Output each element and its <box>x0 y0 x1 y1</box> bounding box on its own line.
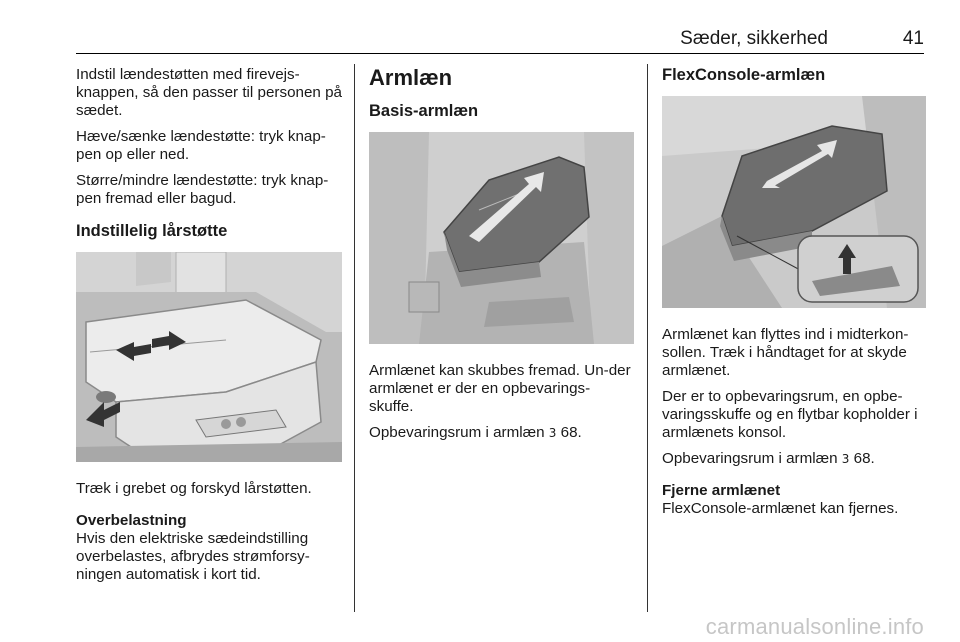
paragraph: Indstil lændestøtten med firevejs-knappen, så den passer til personen på sædet. <box>76 66 342 119</box>
paragraph: Der er to opbevaringsrum, en opbe-varingsskuffe og en flytbar kopholder i armlænets konsol. <box>662 388 918 441</box>
figure-caption: Træk i grebet og forskyd lårstøtten. <box>76 480 312 497</box>
subheading: Fjerne armlænet <box>662 482 781 499</box>
column-divider <box>354 64 355 612</box>
paragraph: Større/mindre lændestøtte: tryk knap-pen fremad eller bagud. <box>76 172 329 207</box>
reference-page: 68. <box>849 450 875 467</box>
reference-page: 68. <box>556 424 582 441</box>
section-heading: FlexConsole-armlæn <box>662 66 826 84</box>
subheading: Overbelastning <box>76 512 187 529</box>
page-number: 41 <box>902 28 924 49</box>
paragraph: Armlænet kan skubbes fremad. Un-der armlænet er der en opbevarings-skuffe. <box>369 362 631 415</box>
section-heading: Basis-armlæn <box>369 102 479 120</box>
paragraph: FlexConsole-armlænet kan fjernes. <box>662 500 899 517</box>
column-divider <box>647 64 648 612</box>
page-reference-arrow-icon: 3 <box>841 452 850 466</box>
section-title: Armlæn <box>369 65 453 90</box>
column-3 <box>662 66 926 526</box>
section-heading: Indstillelig lårstøtte <box>76 222 228 240</box>
column-1 <box>76 66 342 592</box>
basic-armrest-illustration <box>369 132 634 344</box>
paragraph: Hvis den elektriske sædeindstilling overbelastes, afbrydes strømforsy-ningen automatisk i kort tid. <box>76 530 310 583</box>
reference-text: Opbevaringsrum i armlæn <box>369 424 549 441</box>
page-reference-arrow-icon: 3 <box>548 426 557 440</box>
watermark: carmanualsonline.info <box>705 614 924 639</box>
page-header <box>76 26 924 54</box>
paragraph <box>369 424 634 442</box>
paragraph: Hæve/sænke lændestøtte: tryk knap-pen op eller ned. <box>76 128 326 163</box>
paragraph: Armlænet kan flyttes ind i midterkon-sollen. Træk i håndtaget for at skyde armlænet. <box>662 326 909 379</box>
thigh-support-illustration <box>76 252 342 462</box>
header-title: Sæder, sikkerhed <box>680 28 828 49</box>
column-2 <box>369 66 634 450</box>
flexconsole-armrest-illustration <box>662 96 926 308</box>
paragraph <box>662 450 926 468</box>
reference-text: Opbevaringsrum i armlæn <box>662 450 842 467</box>
